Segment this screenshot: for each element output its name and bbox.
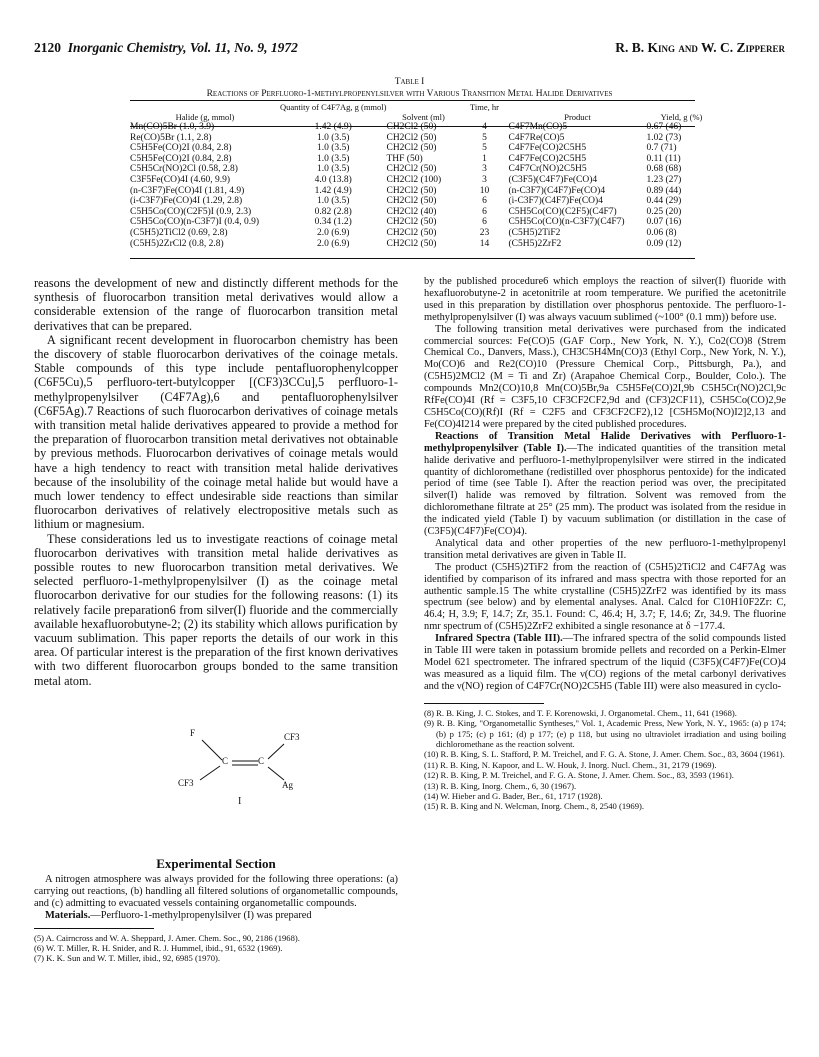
paragraph: The product (C5H5)2TiF2 from the reaction of (C5H5)2TiCl2 and C4F7Ag was identified by comparison of its infrared and mass spectra with those reported for an authentic sample.15 The white crystalline (C5H5)2ZrF2 was identified by its mass spectrum (see below) and by elemental analyses. Anal. Calcd for C10H10F2Zr: C, 46.4; H, 3.9; F, 14.7; Zr, 35.1. Found: C, 46.4; H, 3.7; F, 14.6; Zr, 34.9. The fluorine nmr spectrum of (C5H5)2ZrF2 exhibited a single resonance at δ −177.4. <box>424 561 786 633</box>
compound-label: I <box>238 796 242 807</box>
cell-product: (C5H5)2TiF2 <box>508 227 561 238</box>
cell-yield: 0.07 (16) <box>646 217 682 228</box>
footnote: (9) R. B. King, "Organometallic Syntheses," Vol. 1, Academic Press, New York, N. Y., 1965: (a) p 174; (b) p 175; (c) p 161; (d) p 177; (e) p 118, but using no ultraviolet irradiation and using boiling dichloromethane as the reaction solvent. <box>424 718 786 749</box>
cell-quantity: 2.0 (6.9) <box>317 227 350 238</box>
paragraph: Analytical data and other properties of the new perfluoro-1-methylpropenyl transition metal derivatives are given in Table II. <box>424 537 786 561</box>
cell-yield: 0.09 (12) <box>646 238 682 249</box>
cell-halide: (i-C3F7)Fe(CO)4I (1.29, 2.8) <box>130 196 243 207</box>
paragraph: Reactions of Transition Metal Halide Derivatives with Perfluoro-1-methylpropenylsilver (Table I).—The indicated quantities of the transition metal halide derivative and perfluoro-1-methylpropenylsilver were stirred in the indicated quantity of dichloromethane (redistilled over phosphorus pentoxide) for the indicated period of time (see Table I). After the reaction period was over, the precipitated silver(I) halide was removed by filtration. Solvent was removed from the dichloromethane filtrate at 25° (25 mm). The product was isolated from the residue in the indicated yield (Table I) by vacuum sublimation (or distillation in the case of (C3F5)(C4F7)Fe(CO)4). <box>424 430 786 538</box>
header-product: Product <box>564 112 591 122</box>
paragraph: reasons the development of new and distinctly different methods for the synthesis of fluorocarbon transition metal derivatives would allow a considerable extension of the range of fluorocarbon transition metal derivatives that can be prepared. <box>34 276 398 333</box>
cell-product: (i-C3F7)(C4F7)Fe(CO)4 <box>508 196 603 207</box>
cell-product: (C3F5)(C4F7)Fe(CO)4 <box>508 174 598 185</box>
cf3-top: CF3 <box>284 732 300 742</box>
structure-I <box>150 716 320 806</box>
table-row <box>130 217 716 228</box>
cell-quantity: 0.34 (1.2) <box>314 217 352 228</box>
cell-product: C4F7Mn(CO)5 <box>508 122 568 132</box>
footnote: (15) R. B. King and N. Welcman, Inorg. Chem., 8, 2540 (1969). <box>424 801 645 812</box>
header-yield: Yield, g (%) <box>660 112 703 122</box>
table-row <box>130 164 716 175</box>
cell-halide: Re(CO)5Br (1.1, 2.8) <box>130 132 212 143</box>
carbon-1: C <box>222 756 229 766</box>
cell-halide: C3F5Fe(CO)4I (4.60, 9.9) <box>130 174 231 185</box>
cell-solvent: CH2Cl2 (50) <box>386 143 437 154</box>
table-caption <box>34 76 785 100</box>
cell-quantity: 1.0 (3.5) <box>317 164 350 175</box>
carbon-2: C <box>258 756 265 766</box>
table-row <box>130 154 716 165</box>
cell-product: C5H5Co(CO)(C2F5)(C4F7) <box>508 206 617 217</box>
cell-solvent: CH2Cl2 (50) <box>386 122 437 132</box>
cell-product: (n-C3F7)(C4F7)Fe(CO)4 <box>508 185 606 196</box>
footnote-rule <box>424 703 544 704</box>
cell-solvent: CH2Cl2 (40) <box>386 206 437 217</box>
running-head-left: 2120 Inorganic Chemistry, Vol. 11, No. 9, 1972 <box>34 40 298 55</box>
cell-time: 1 <box>482 153 487 164</box>
cell-yield: 0.68 (68) <box>646 164 682 175</box>
cell-solvent: CH2Cl2 (50) <box>386 164 437 175</box>
cell-product: C4F7Cr(NO)2C5H5 <box>508 164 587 175</box>
reactions-table <box>130 102 716 249</box>
footnote: (5) A. Cairncross and W. A. Sheppard, J. Amer. Chem. Soc., 90, 2186 (1968). <box>34 932 300 943</box>
cell-time: 5 <box>482 143 487 154</box>
cell-product: C5H5Co(CO)(n-C3F7)(C4F7) <box>508 217 625 228</box>
table-row <box>130 186 716 197</box>
table-row <box>130 133 716 144</box>
footnote-rule <box>34 928 154 929</box>
table-row <box>130 239 716 250</box>
cell-product: C4F7Fe(CO)2C5H5 <box>508 153 587 164</box>
cell-solvent: CH2Cl2 (50) <box>386 217 437 228</box>
table-bottom-rule <box>130 258 695 259</box>
cell-solvent: CH2Cl2 (50) <box>386 196 437 207</box>
cell-time: 23 <box>479 227 490 238</box>
running-head-authors: R. B. King and W. C. Zipperer <box>615 40 785 55</box>
cell-quantity: 2.0 (6.9) <box>317 238 350 249</box>
paragraph: Materials.—Perfluoro-1-methylpropenylsilver (I) was prepared <box>45 909 312 921</box>
cell-quantity: 1.0 (3.5) <box>317 132 350 143</box>
cell-solvent: CH2Cl2 (50) <box>386 238 437 249</box>
cell-yield: 1.02 (73) <box>646 132 682 143</box>
cell-yield: 0.25 (20) <box>646 206 682 217</box>
cell-halide: Mn(CO)5Br (1.0, 3.9) <box>130 122 215 132</box>
cell-halide: C5H5Fe(CO)2I (0.84, 2.8) <box>130 143 232 154</box>
footnote: (11) R. B. King, N. Kapoor, and L. W. Houk, J. Inorg. Nucl. Chem., 31, 2179 (1969). <box>424 759 717 770</box>
table-row <box>130 207 716 218</box>
cf3-bottom: CF3 <box>178 778 194 788</box>
cell-time: 3 <box>482 174 487 185</box>
cell-product: C4F7Re(CO)5 <box>508 132 565 143</box>
cell-time: 5 <box>482 132 487 143</box>
page-header <box>34 40 785 58</box>
cell-halide: C5H5Co(CO)(C2F5)I (0.9, 2.3) <box>130 206 252 217</box>
cell-halide: (C5H5)2TiCl2 (0.69, 2.8) <box>130 227 228 238</box>
paragraph: Infrared Spectra (Table III).—The infrared spectra of the solid compounds listed in Table III were taken in potassium bromide pellets and recorded on a Perkin-Elmer Model 621 spectrometer. The infrared spectrum of the liquid (C3F5)(C4F7)Fe(CO)4 was measured as a liquid film. The ν(CO) regions of the metal carbonyl derivatives and the ν(NO) region of C4F7Cr(NO)2C5H5 (Table III) were also measured in cyclo- <box>424 633 786 692</box>
cell-yield: 0.06 (8) <box>646 227 677 238</box>
cell-quantity: 1.0 (3.5) <box>317 196 350 207</box>
cell-yield: 1.23 (27) <box>646 174 682 185</box>
cell-solvent: CH2Cl2 (50) <box>386 132 437 143</box>
cell-solvent: CH2Cl2 (50) <box>386 227 437 238</box>
header-halide: Halide (g, mmol) <box>175 112 235 122</box>
section-heading: Experimental Section <box>156 856 276 871</box>
footnote: (10) R. B. King, S. L. Stafford, P. M. Treichel, and F. G. A. Stone, J. Amer. Chem. Soc., 83, 3604 (1961). <box>424 749 785 760</box>
footnote: (13) R. B. King, Inorg. Chem., 6, 30 (1967). <box>424 780 577 791</box>
header-quantity: Quantity of C4F7Ag, g (mmol) <box>280 102 387 112</box>
footnote: (6) W. T. Miller, R. H. Snider, and R. J. Hummel, ibid., 91, 6532 (1969). <box>34 942 283 953</box>
experimental-section <box>34 858 398 964</box>
structure-diagram <box>150 716 320 806</box>
cell-solvent: CH2Cl2 (50) <box>386 185 437 196</box>
header-time: Time, hr <box>469 102 499 112</box>
table-title: Reactions of Perfluoro-1-methylpropenylsilver with Various Transition Metal Halide Derivatives <box>206 89 613 99</box>
right-column <box>424 276 786 812</box>
table-header-row <box>130 102 716 122</box>
cell-quantity: 1.42 (4.9) <box>314 185 352 196</box>
silver-atom: Ag <box>282 780 293 790</box>
footnotes <box>424 708 786 812</box>
paragraph: A nitrogen atmosphere was always provided for the following three operations: (a) carrying out reactions, (b) handling all filtered solutions of organometallic compounds, and (c) admitting to evacuated vessels containing organometallic compounds. <box>34 873 398 909</box>
cell-yield: 0.11 (11) <box>646 153 681 164</box>
cell-product: C4F7Fe(CO)2C5H5 <box>508 143 587 154</box>
table-label: Table I <box>394 77 425 87</box>
footnote: (7) K. K. Sun and W. T. Miller, ibid., 92, 6985 (1970). <box>34 953 221 964</box>
cell-quantity: 1.0 (3.5) <box>317 153 350 164</box>
table-row <box>130 175 716 186</box>
table-row <box>130 143 716 154</box>
cell-time: 4 <box>482 122 487 132</box>
f-atom: F <box>190 728 196 738</box>
table-row <box>130 228 716 239</box>
footnote: (14) W. Hieber and G. Bader, Ber., 61, 1717 (1928). <box>424 790 603 801</box>
cell-time: 3 <box>482 164 487 175</box>
cell-time: 6 <box>482 206 487 217</box>
cell-solvent: CH2Cl2 (100) <box>386 174 442 185</box>
footnote: (8) R. B. King, J. C. Stokes, and T. F. Korenowski, J. Organometal. Chem., 11, 641 (1968). <box>424 707 737 718</box>
cell-halide: (n-C3F7)Fe(CO)4I (1.81, 4.9) <box>130 185 245 196</box>
left-column <box>34 276 398 688</box>
cell-quantity: 4.0 (13.8) <box>314 174 352 185</box>
footnotes <box>34 933 398 964</box>
cell-time: 6 <box>482 196 487 207</box>
cell-product: (C5H5)2ZrF2 <box>508 238 562 249</box>
cell-halide: C5H5Co(CO)(n-C3F7)I (0.4, 0.9) <box>130 217 260 228</box>
paragraph: The following transition metal derivatives were purchased from the indicated commercial sources: Fe(CO)5 (GAF Corp., New York, N. Y.), Co2(CO)8 (Strem Chemical Co., Danvers, Mass.), CH3C5H4Mn(CO)3 (Ethyl Corp., New York, N. Y.), Mo(CO)6 and Re2(CO)10 (Pressure Chemical Corp., Pittsburgh, Pa.), and (C5H5)2MCl2 (M = Ti and Zr) (Arapahoe Chemical Corp., Boulder, Colo.). The compounds Mn2(CO)10,8 Mn(CO)5Br,9a C5H5Fe(CO)2I,9b C5H5Cr(NO)2Cl,9c RfFe(CO)4I (Rf = C3F5,10 CF3CF2CF2,9d and (CF3)2CF11), C5H5Co(CO)2,9e C5H5Co(CO)(Rf)I (Rf = C2F5 and CF3CF2CF2),12 [C5H5Mo(NO)I2]2,13 and Fe(CO)4I214 were prepared by the cited published procedures. <box>424 323 786 430</box>
table-header-rule <box>130 126 695 127</box>
table-row <box>130 122 716 133</box>
cell-time: 10 <box>479 185 490 196</box>
cell-time: 14 <box>479 238 490 249</box>
cell-quantity: 0.82 (2.8) <box>314 206 352 217</box>
cell-yield: 0.67 (46) <box>646 122 682 132</box>
cell-halide: (C5H5)2ZrCl2 (0.8, 2.8) <box>130 238 224 249</box>
cell-quantity: 1.42 (4.9) <box>314 122 352 132</box>
footnote: (12) R. B. King, P. M. Treichel, and F. G. A. Stone, J. Amer. Chem. Soc., 83, 3593 (1961). <box>424 770 734 781</box>
table-row <box>130 196 716 207</box>
cell-quantity: 1.0 (3.5) <box>317 143 350 154</box>
paragraph: A significant recent development in fluorocarbon chemistry has been the discovery of stable fluorocarbon derivatives of the coinage metals. Stable compounds of this type include pentafluorophenylcopper (C6F5Cu),5 perfluoro-tert-butylcopper [(CF3)3CCu],5 perfluoro-1-methylpropenylsilver (C4F7Ag),6 and pentafluorophenylsilver (C6F5Ag).7 Reactions of such fluorocarbon derivatives of coinage metals with transition metal halide derivatives appeared to provide a method for the preparation of fluorocarbon transition metal derivatives not obtainable by previous methods. Fluorocarbon derivatives of coinage metals would have a high tendency to react with transition metal halide derivatives because of the insolubility of the coinage metal halide but would have a much lower tendency to effect undesirable side reactions than similar fluorocarbon derivatives of relatively electropositive metals such as lithium or magnesium. <box>34 332 398 532</box>
paragraph: These considerations led us to investigate reactions of coinage metal fluorocarbon derivatives with transition metal halide derivatives as possible routes to new fluorocarbon transition metal derivatives. We selected perfluoro-1-methylpropenylsilver (I) as the coinage metal fluorocarbon derivative for our studies for the following reasons: (1) its relatively facile preparation6 from silver(I) fluoride and the commercially available hexafluorobutyne-2; (2) its stability which allows purification by vacuum sublimation. This paper reports the details of our work in this area. Of particular interest is the preparation of the first known derivatives with two different fluorocarbon groups bonded to the same transition metal atom. <box>34 531 398 688</box>
cell-yield: 0.7 (71) <box>646 143 677 154</box>
paragraph: by the published procedure6 which employs the reaction of silver(I) fluoride with hexafluorobutyne-2 in acetonitrile at room temperature. We purified the acetonitrile used in this preparation by distillation over phosphorus pentoxide. The perfluoro-1-methylpropenylsilver (I) was always vacuum sublimed (~100° (0.1 mm)) before use. <box>424 276 786 323</box>
cell-solvent: THF (50) <box>386 153 423 164</box>
cell-halide: C5H5Cr(NO)2Cl (0.58, 2.8) <box>130 164 238 175</box>
cell-time: 6 <box>482 217 487 228</box>
cell-yield: 0.44 (29) <box>646 196 682 207</box>
cell-yield: 0.89 (44) <box>646 185 682 196</box>
header-solvent: Solvent (ml) <box>402 112 445 122</box>
cell-halide: C5H5Fe(CO)2I (0.84, 2.8) <box>130 153 232 164</box>
table-top-rule <box>130 100 695 101</box>
